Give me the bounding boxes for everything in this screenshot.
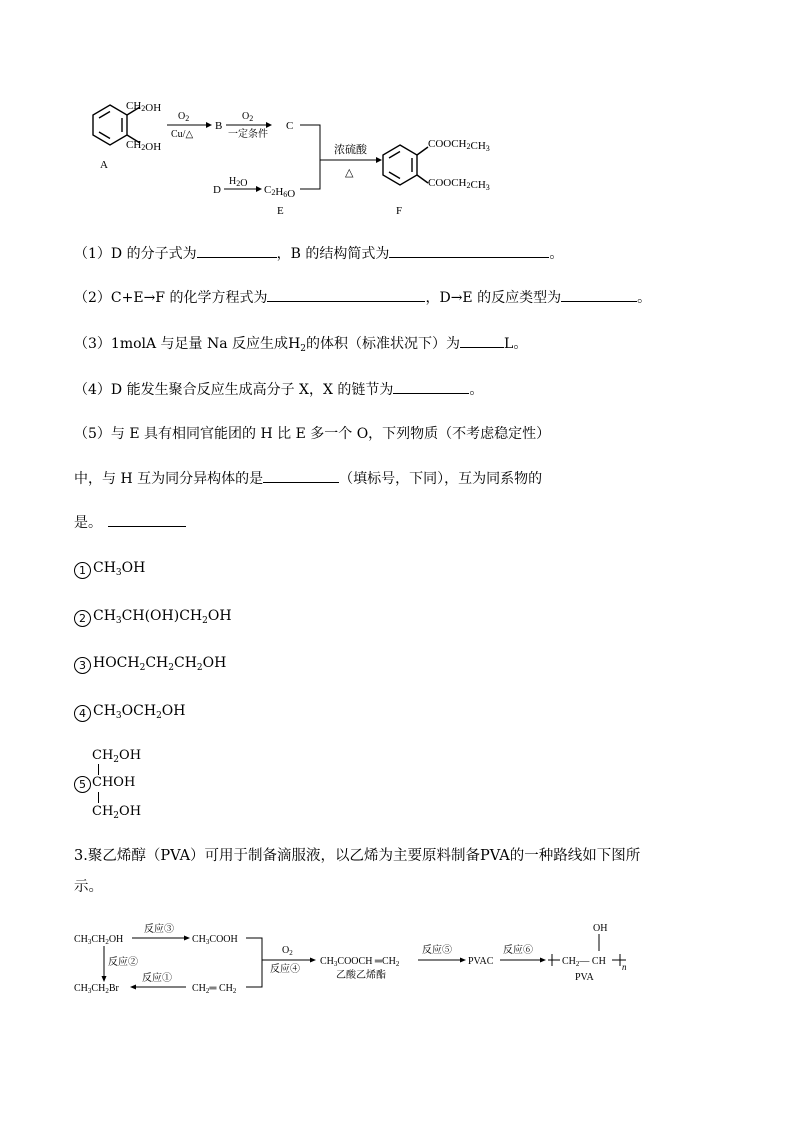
acetic-acid: $CH_3COOH$ bbox=[192, 934, 238, 946]
option-5-bond-2 bbox=[98, 792, 99, 803]
option-2-formula: $CH_3CH(OH)CH_2OH$ bbox=[93, 608, 232, 626]
A-substituent-1: CH2OH bbox=[126, 100, 162, 114]
q1-text-b: ，B 的结构简式为 bbox=[276, 246, 390, 262]
F-substituent-1: COOCH2CH3 bbox=[428, 138, 490, 153]
F-label: F bbox=[396, 205, 403, 217]
A-substituent-2: CH2OH bbox=[126, 139, 162, 153]
reaction-5-label: 反应⑤ bbox=[422, 945, 452, 956]
reaction-3-label: 反应③ bbox=[144, 924, 174, 935]
D-label: D bbox=[213, 184, 221, 196]
option-1-formula: $CH_3OH$ bbox=[93, 560, 146, 578]
reaction-scheme-2 bbox=[74, 915, 654, 995]
problem-3-line-1: 3.聚乙烯醇（PVA）可用于制备滴服液，以乙烯为主要原料制备PVA的一种路线如下图所 bbox=[74, 848, 641, 864]
arrow2-bottom: 一定条件 bbox=[228, 129, 268, 140]
F-substituent-2: COOCH2CH3 bbox=[428, 177, 490, 192]
q5-blank-2[interactable] bbox=[108, 512, 186, 527]
arrow3-top: $H_2O$ bbox=[229, 176, 248, 189]
option-2-number: 2 bbox=[74, 610, 91, 627]
option-3-formula: $HOCH_2CH_2CH_2OH$ bbox=[93, 655, 227, 673]
arrow1-top: $O_2$ bbox=[178, 111, 190, 123]
q4-blank[interactable] bbox=[393, 379, 469, 394]
option-3-number: 3 bbox=[74, 657, 91, 674]
q2-text-a: （2）C+E→F 的化学方程式为 bbox=[74, 290, 268, 306]
problem-3-line-2: 示。 bbox=[74, 879, 103, 895]
q1-text-a: （1）D 的分子式为 bbox=[74, 246, 197, 262]
q3-text-c: L。 bbox=[504, 336, 528, 352]
option-5 bbox=[74, 748, 194, 824]
arrow4-top: 浓硫酸 bbox=[334, 144, 367, 156]
ethanol: $CH_3CH_2OH$ bbox=[74, 934, 124, 946]
q3-text-a: （3）1molA 与足量 Na 反应生成 bbox=[74, 336, 289, 352]
q2-blank-2[interactable] bbox=[561, 287, 637, 302]
option-5-number: 5 bbox=[74, 776, 91, 793]
q1-text-c: 。 bbox=[549, 246, 564, 262]
q5-text-a: 中，与 H 互为同分异构体的是 bbox=[74, 471, 264, 487]
pva-oh: OH bbox=[593, 923, 608, 934]
ethylene: $CH_2═$ $CH_2$ bbox=[192, 983, 237, 995]
B-label: B bbox=[215, 120, 223, 132]
q5-text-c: 是。 bbox=[74, 515, 102, 531]
arrow2-top: $O_2$ bbox=[242, 111, 254, 123]
pva-label: PVA bbox=[575, 972, 594, 983]
arrow4-bottom: △ bbox=[345, 167, 354, 179]
reaction-2-label: 反应② bbox=[108, 957, 138, 968]
option-1-number: 1 bbox=[74, 562, 91, 579]
option-5-bottom: $CH_2OH$ bbox=[92, 804, 142, 821]
E-label: E bbox=[277, 205, 284, 217]
option-4 bbox=[74, 701, 185, 726]
q2-blank-1[interactable] bbox=[267, 287, 425, 302]
reaction-4-label: 反应④ bbox=[270, 964, 300, 975]
question-5-line-2 bbox=[74, 468, 542, 489]
q5-blank-1[interactable] bbox=[263, 468, 339, 483]
E-formula: C2H6O bbox=[264, 184, 296, 200]
q2-text-c: 。 bbox=[637, 290, 652, 306]
vinyl-acetate-name: 乙酸乙烯酯 bbox=[336, 970, 386, 981]
option-5-bond-1 bbox=[98, 764, 99, 775]
q4-text-a: （4）D 能发生聚合反应生成高分子 X，X 的链节为 bbox=[74, 382, 394, 398]
pva-n: n bbox=[622, 962, 627, 972]
option-4-number: 4 bbox=[74, 705, 91, 722]
pvac: PVAC bbox=[468, 956, 494, 967]
reaction-1-label: 反应① bbox=[142, 973, 172, 984]
reaction-scheme-1 bbox=[70, 90, 530, 225]
A-label: A bbox=[100, 159, 108, 171]
bromoethane: $CH_3CH_2Br$ bbox=[74, 983, 119, 995]
option-2 bbox=[74, 606, 232, 631]
question-3 bbox=[74, 333, 527, 359]
q2-text-b: ，D→E 的反应类型为 bbox=[425, 290, 562, 306]
question-2 bbox=[74, 287, 651, 308]
option-5-mid: CHOH bbox=[92, 775, 136, 790]
option-1 bbox=[74, 558, 145, 583]
q1-blank-1[interactable] bbox=[197, 243, 277, 258]
question-4 bbox=[74, 379, 483, 400]
q4-text-b: 。 bbox=[469, 382, 484, 398]
C-label: C bbox=[286, 120, 294, 132]
option-3 bbox=[74, 653, 226, 678]
q3-blank[interactable] bbox=[460, 333, 504, 348]
q1-blank-2[interactable] bbox=[389, 243, 549, 258]
option-4-formula: $CH_3OCH_2OH$ bbox=[93, 703, 186, 721]
benzene-ring-F bbox=[383, 145, 428, 185]
arrow1-bottom: Cu/△ bbox=[171, 129, 194, 140]
question-5-line-3 bbox=[74, 512, 186, 533]
reaction-6-label: 反应⑥ bbox=[503, 945, 533, 956]
question-1 bbox=[74, 243, 563, 264]
question-5-line-1: （5）与 E 具有相同官能团的 H 比 E 多一个 O，下列物质（不考虑稳定性） bbox=[74, 426, 551, 442]
o2-label: $O_2$ bbox=[282, 945, 293, 957]
q3-text-b: 的体积（标准状况下）为 bbox=[306, 336, 461, 352]
pva-chain: $CH_2—$ CH bbox=[562, 956, 606, 968]
q5-text-b: （填标号，下同），互为同系物的 bbox=[339, 471, 543, 487]
vinyl-acetate: $CH_3COOCH$ $═CH_2$ bbox=[320, 956, 400, 968]
option-5-top: $CH_2OH$ bbox=[92, 748, 142, 765]
q3-h2: $H_2$ bbox=[288, 336, 307, 354]
